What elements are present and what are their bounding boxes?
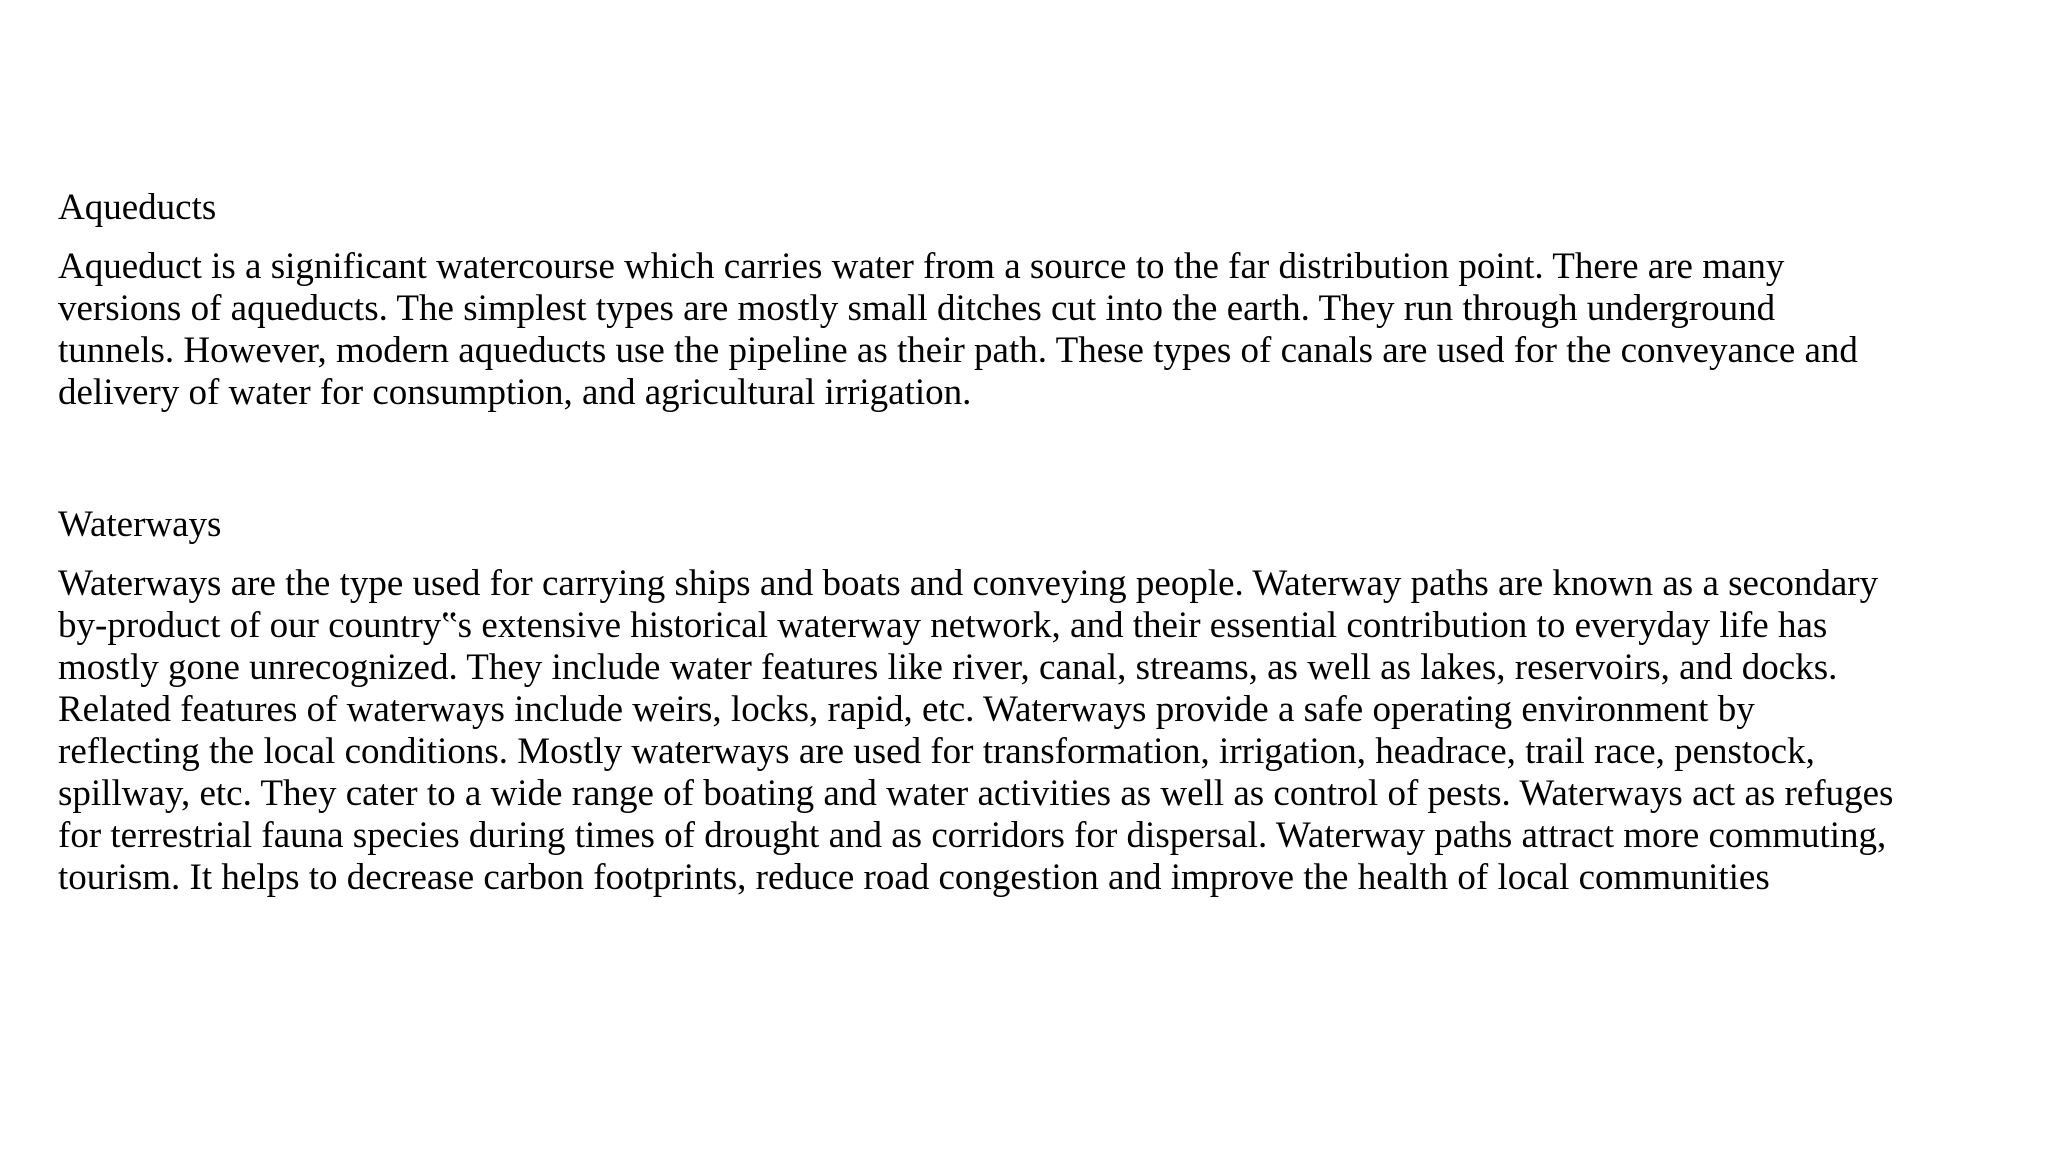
paragraph-line: for terrestrial fauna species during times of drought and as corridors for dispersal. Waterway paths attract more commuting, [58,815,1887,856]
paragraph-line: tourism. It helps to decrease carbon footprints, reduce road congestion and improve the health of local communities [58,857,1770,898]
paragraph-line: mostly gone unrecognized. They include water features like river, canal, streams, as well as lakes, reservoirs, and docks. [58,647,1838,688]
section-heading: Waterways [58,504,222,545]
section-paragraph [58,246,2008,414]
paragraph-line: Waterways are the type used for carrying ships and boats and conveying people. Waterway paths are known as a secondary [58,563,1879,604]
paragraph-line: Aqueduct is a significant watercourse which carries water from a source to the far distribution point. There are many [58,246,1785,287]
paragraph-line: reflecting the local conditions. Mostly waterways are used for transformation, irrigation, headrace, trail race, penstock, [58,731,1815,772]
paragraph-line: delivery of water for consumption, and agricultural irrigation. [58,372,972,413]
paragraph-line: tunnels. However, modern aqueducts use the pipeline as their path. These types of canals are used for the conveyance and [58,330,1858,371]
section-waterways [58,503,2008,899]
paragraph-line: Related features of waterways include weirs, locks, rapid, etc. Waterways provide a safe operating environment by [58,689,1755,730]
paragraph-line: versions of aqueducts. The simplest types are mostly small ditches cut into the earth. They run through underground [58,288,1776,329]
paragraph-line: by-product of our country‟s extensive historical waterway network, and their essential contribution to everyday life has [58,605,1828,646]
paragraph-line: spillway, etc. They cater to a wide range of boating and water activities as well as control of pests. Waterways act as refuges [58,773,1894,814]
section-aqueducts [58,186,2008,414]
section-heading: Aqueducts [58,187,217,228]
section-paragraph [58,563,2008,899]
